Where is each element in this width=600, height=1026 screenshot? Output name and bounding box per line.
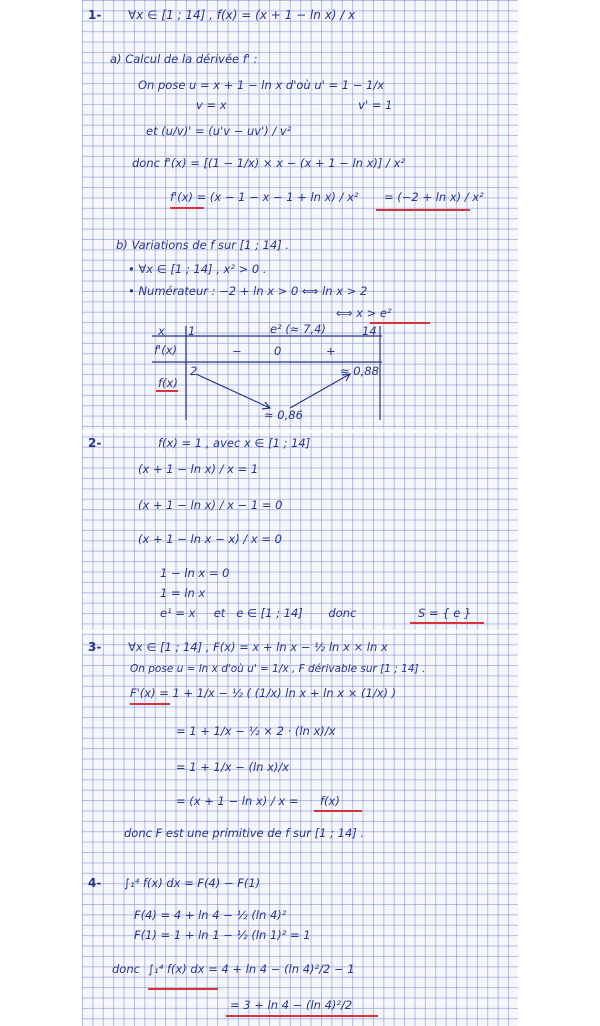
q3-derivative: F'(x) = 1 + 1/x − ½ ( (1/x) ln x + ln x × (1/x) ) — [130, 686, 397, 700]
table-sign-negative: − — [232, 344, 242, 358]
q4-F1: F(1) = 1 + ln 1 − ½ (ln 1)² = 1 — [134, 928, 311, 942]
q2-step-5: 1 = ln x — [160, 586, 206, 600]
table-f-start: 2 — [190, 364, 198, 378]
q2-step-4: 1 − ln x = 0 — [160, 566, 230, 580]
part-a-pose-v: v = x v' = 1 — [196, 98, 393, 112]
table-sign-positive: + — [326, 344, 336, 358]
q4-donc-label: donc — [112, 962, 140, 976]
question-1-statement: ∀x ∈ [1 ; 14] , f(x) = (x + 1 − ln x) / x — [128, 8, 356, 22]
question-3-number: 3- — [88, 640, 102, 654]
q2-equation: f(x) = 1 , avec x ∈ [1 ; 14] — [158, 436, 311, 450]
decreasing-arrow — [196, 374, 270, 408]
table-x-critical: e² (≈ 7,4) — [270, 322, 326, 336]
underline-solution-set — [410, 622, 484, 624]
table-sign-zero: 0 — [274, 344, 282, 358]
q3-pose: On pose u = ln x d'où u' = 1/x , F dérivable sur [1 ; 14] . — [130, 663, 426, 675]
table-f-minimum: ≈ 0,86 — [264, 408, 303, 422]
table-f-end: ≈ 0,88 — [340, 364, 379, 378]
q2-step-2: (x + 1 − ln x) / x − 1 = 0 — [138, 498, 283, 512]
question-2-number: 2- — [88, 436, 102, 450]
q4-integral: ∫₁⁴ f(x) dx = F(4) − F(1) — [124, 876, 261, 890]
part-b-denominator-sign: • ∀x ∈ [1 ; 14] , x² > 0 . — [128, 262, 267, 276]
underline-integral — [148, 988, 218, 990]
part-b-title: b) Variations de f sur [1 ; 14] . — [116, 238, 290, 252]
part-b-threshold: ⟺ x > e² — [336, 306, 392, 320]
question-1-number: 1- — [88, 8, 102, 22]
q3-conclusion: donc F est une primitive de f sur [1 ; 14] . — [124, 826, 365, 840]
q3-step-3: = (x + 1 − ln x) / x = — [176, 794, 299, 808]
table-row-fprime-label: f'(x) — [154, 343, 177, 357]
part-a-quotient-rule: et (u/v)' = (u'v − uv') / v² — [146, 124, 292, 138]
underline-Fprime — [130, 703, 170, 705]
part-a-derivative-result: = (−2 + ln x) / x² — [384, 190, 484, 204]
q3-step-2: = 1 + 1/x − (ln x)/x — [176, 760, 290, 774]
q2-solution-set: S = { e } — [418, 606, 472, 620]
increasing-arrow — [290, 374, 350, 408]
table-x-start: 1 — [188, 324, 196, 338]
part-a-derivative-expression: donc f'(x) = [(1 − 1/x) × x − (x + 1 − ln x)] / x² — [132, 156, 405, 170]
underline-q3-result — [314, 810, 362, 812]
table-x-end: 14 — [362, 324, 377, 338]
q4-integral-value: ∫₁⁴ f(x) dx = 4 + ln 4 − (ln 4)²/2 − 1 — [148, 962, 355, 976]
table-row-f-label: f(x) — [158, 376, 178, 390]
q4-F4: F(4) = 4 + ln 4 − ½ (ln 4)² — [134, 908, 287, 922]
part-a-derivative-simplified: f'(x) = (x − 1 − x − 1 + ln x) / x² — [170, 190, 359, 204]
q3-definition: ∀x ∈ [1 ; 14] , F(x) = x + ln x − ½ ln x × ln x — [128, 640, 388, 654]
q2-step-3: (x + 1 − ln x − x) / x = 0 — [138, 532, 282, 546]
table-row-x-label: x — [158, 324, 165, 338]
part-a-title: a) Calcul de la dérivée f' : — [110, 52, 258, 66]
q4-final-result: = 3 + ln 4 − (ln 4)²/2 — [230, 998, 353, 1012]
question-4-number: 4- — [88, 876, 102, 890]
part-b-numerator-sign: • Numérateur : −2 + ln x > 0 ⟺ ln x > 2 — [128, 284, 368, 298]
q3-step-1: = 1 + 1/x − ½ × 2 · (ln x)/x — [176, 724, 336, 738]
part-a-pose-u: On pose u = x + 1 − ln x d'où u' = 1 − 1/x — [138, 78, 385, 92]
underline-fx-label — [156, 390, 178, 392]
q3-result: f(x) — [320, 794, 340, 808]
underline-final-result — [226, 1015, 378, 1017]
q2-step-6: e¹ = x et e ∈ [1 ; 14] donc — [160, 606, 357, 620]
q2-step-1: (x + 1 − ln x) / x = 1 — [138, 462, 259, 476]
